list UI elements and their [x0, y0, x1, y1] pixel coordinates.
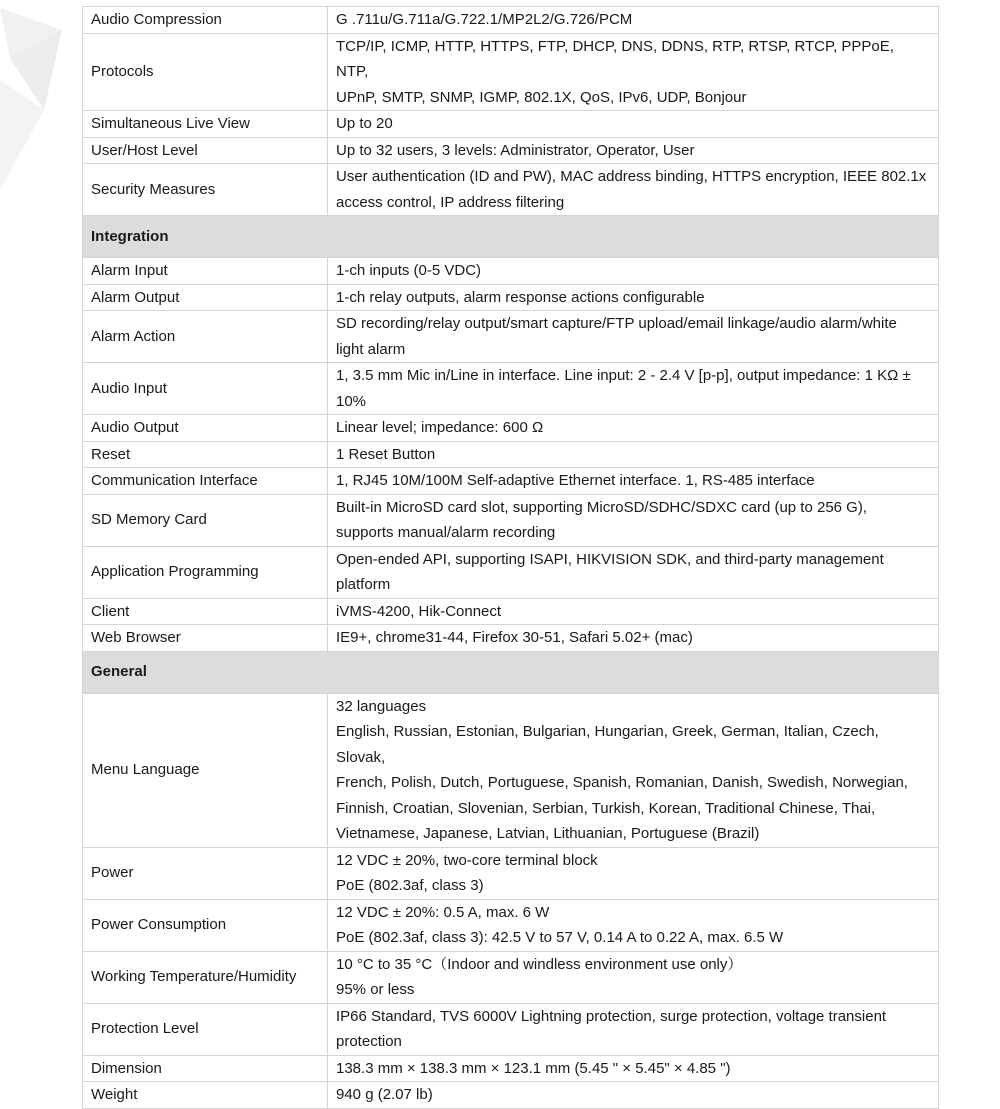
spec-label: Alarm Input: [83, 258, 328, 285]
spec-value: [328, 284, 939, 311]
spec-row: [83, 693, 939, 847]
spec-value-line: 940 g (2.07 lb): [336, 1086, 433, 1103]
spec-value: [328, 1003, 939, 1055]
spec-value: [328, 164, 939, 216]
spec-row: [83, 284, 939, 311]
spec-value: [328, 693, 939, 847]
spec-value-line: platform: [336, 576, 391, 593]
spec-row: [83, 164, 939, 216]
spec-label: Dimension: [83, 1055, 328, 1082]
spec-value-line: protection: [336, 1033, 402, 1050]
spec-value: [328, 1055, 939, 1082]
spec-label: Audio Input: [83, 363, 328, 415]
spec-value: [328, 111, 939, 138]
spec-value: [328, 951, 939, 1003]
spec-row: [83, 1003, 939, 1055]
spec-value: [328, 494, 939, 546]
spec-value-line: 1-ch inputs (0-5 VDC): [336, 262, 482, 279]
spec-value-line: 12 VDC ± 20%: 0.5 A, max. 6 W: [336, 903, 550, 921]
spec-value-line: IP66 Standard, TVS 6000V Lightning protection, surge protection, voltage transient: [336, 1007, 887, 1025]
spec-row: [83, 258, 939, 285]
spec-value-line: 32 languages: [336, 697, 427, 715]
spec-value-line: Finnish, Croatian, Slovenian, Serbian, Turkish, Korean, Traditional Chinese, Thai,: [336, 799, 876, 817]
spec-value: [328, 625, 939, 652]
spec-value-line: Open-ended API, supporting ISAPI, HIKVISION SDK, and third-party management: [336, 550, 884, 568]
spec-label: Alarm Output: [83, 284, 328, 311]
spec-label: SD Memory Card: [83, 494, 328, 546]
spec-value-line: French, Polish, Dutch, Portuguese, Spanish, Romanian, Danish, Swedish, Norwegian,: [336, 774, 908, 791]
spec-value-line: light alarm: [336, 340, 406, 358]
spec-value-line: PoE (802.3af, class 3): [336, 877, 484, 894]
spec-value-line: User authentication (ID and PW), MAC address binding, HTTPS encryption, IEEE 802.1x: [336, 168, 927, 185]
spec-value: [328, 899, 939, 951]
spec-row: [83, 1082, 939, 1109]
section-title: Integration: [83, 216, 939, 258]
spec-row: [83, 111, 939, 138]
spec-label: Security Measures: [83, 164, 328, 216]
spec-label: Audio Compression: [83, 7, 328, 34]
spec-value-line: Up to 32 users, 3 levels: Administrator, Operator, User: [336, 141, 695, 159]
spec-value: [328, 311, 939, 363]
spec-label: Protocols: [83, 33, 328, 111]
spec-value-line: iVMS-4200, Hik-Connect: [336, 602, 502, 620]
spec-label: Menu Language: [83, 693, 328, 847]
spec-row: [83, 441, 939, 468]
spec-value: [328, 415, 939, 442]
spec-row: [83, 33, 939, 111]
spec-row: [83, 546, 939, 598]
spec-value-line: IE9+, chrome31-44, Firefox 30-51, Safari 5.02+ (mac): [336, 629, 693, 646]
section-header-row: [83, 651, 939, 693]
spec-row: [83, 598, 939, 625]
spec-value: [328, 258, 939, 285]
spec-value-line: Built-in MicroSD card slot, supporting MicroSD/SDHC/SDXC card (up to 256 G),: [336, 498, 868, 516]
spec-value-line: PoE (802.3af, class 3): 42.5 V to 57 V, 0.14 A to 0.22 A, max. 6.5 W: [336, 929, 784, 946]
spec-label: Power Consumption: [83, 899, 328, 951]
spec-row: [83, 468, 939, 495]
spec-row: [83, 137, 939, 164]
spec-value: [328, 33, 939, 111]
spec-value-line: access control, IP address filtering: [336, 193, 565, 211]
spec-row: [83, 363, 939, 415]
spec-value-line: 1 Reset Button: [336, 445, 436, 463]
spec-table-body: [83, 7, 939, 1109]
spec-label: Communication Interface: [83, 468, 328, 495]
spec-value-line: English, Russian, Estonian, Bulgarian, Hungarian, Greek, German, Italian, Czech, Slovak,: [336, 723, 879, 766]
spec-table: [82, 6, 939, 1109]
spec-value: [328, 847, 939, 899]
spec-value-line: 10 °C to 35 °C（Indoor and windless environment use only）: [336, 955, 743, 973]
spec-label: Alarm Action: [83, 311, 328, 363]
spec-value: [328, 363, 939, 415]
spec-row: [83, 494, 939, 546]
spec-label: Client: [83, 598, 328, 625]
spec-row: [83, 847, 939, 899]
spec-row: [83, 1055, 939, 1082]
section-header-row: [83, 216, 939, 258]
watermark-logo-graphic: [0, 0, 80, 200]
spec-label: Reset: [83, 441, 328, 468]
spec-label: Power: [83, 847, 328, 899]
spec-label: User/Host Level: [83, 137, 328, 164]
spec-label: Simultaneous Live View: [83, 111, 328, 138]
spec-value-line: TCP/IP, ICMP, HTTP, HTTPS, FTP, DHCP, DNS, DDNS, RTP, RTSP, RTCP, PPPoE, NTP,: [336, 37, 894, 80]
spec-row: [83, 899, 939, 951]
spec-row: [83, 951, 939, 1003]
spec-value-line: 1, 3.5 mm Mic in/Line in interface. Line input: 2 - 2.4 V [p-p], output impedance: 1 KΩ ±: [336, 367, 911, 384]
spec-row: [83, 415, 939, 442]
spec-value-line: 10%: [336, 392, 367, 410]
spec-label: Audio Output: [83, 415, 328, 442]
spec-value: [328, 468, 939, 495]
spec-row: [83, 311, 939, 363]
spec-value-line: Up to 20: [336, 115, 393, 132]
spec-value-line: SD recording/relay output/smart capture/FTP upload/email linkage/audio alarm/white: [336, 315, 897, 332]
spec-value-line: 1, RJ45 10M/100M Self-adaptive Ethernet interface. 1, RS-485 interface: [336, 472, 815, 489]
spec-value: [328, 441, 939, 468]
spec-value: [328, 137, 939, 164]
spec-value: [328, 7, 939, 34]
section-title: General: [83, 651, 939, 693]
spec-value-line: Vietnamese, Japanese, Latvian, Lithuanian, Portuguese (Brazil): [336, 825, 760, 842]
spec-label: Protection Level: [83, 1003, 328, 1055]
spec-row: [83, 625, 939, 652]
spec-value-line: 12 VDC ± 20%, two-core terminal block: [336, 851, 598, 869]
spec-value-line: 138.3 mm × 138.3 mm × 123.1 mm (5.45 " × 5.45" × 4.85 "): [336, 1059, 731, 1077]
spec-label: Weight: [83, 1082, 328, 1109]
spec-value-line: 95% or less: [336, 981, 415, 998]
spec-label: Application Programming: [83, 546, 328, 598]
spec-value-line: Linear level; impedance: 600 Ω: [336, 419, 544, 436]
spec-label: Working Temperature/Humidity: [83, 951, 328, 1003]
spec-value-line: G .711u/G.711a/G.722.1/MP2L2/G.726/PCM: [336, 11, 633, 28]
spec-label: Web Browser: [83, 625, 328, 652]
spec-value-line: supports manual/alarm recording: [336, 524, 556, 541]
spec-value-line: 1-ch relay outputs, alarm response actions configurable: [336, 288, 705, 306]
spec-value: [328, 598, 939, 625]
spec-value-line: UPnP, SMTP, SNMP, IGMP, 802.1X, QoS, IPv6, UDP, Bonjour: [336, 88, 747, 106]
spec-value: [328, 546, 939, 598]
spec-value: [328, 1082, 939, 1109]
spec-row: [83, 7, 939, 34]
